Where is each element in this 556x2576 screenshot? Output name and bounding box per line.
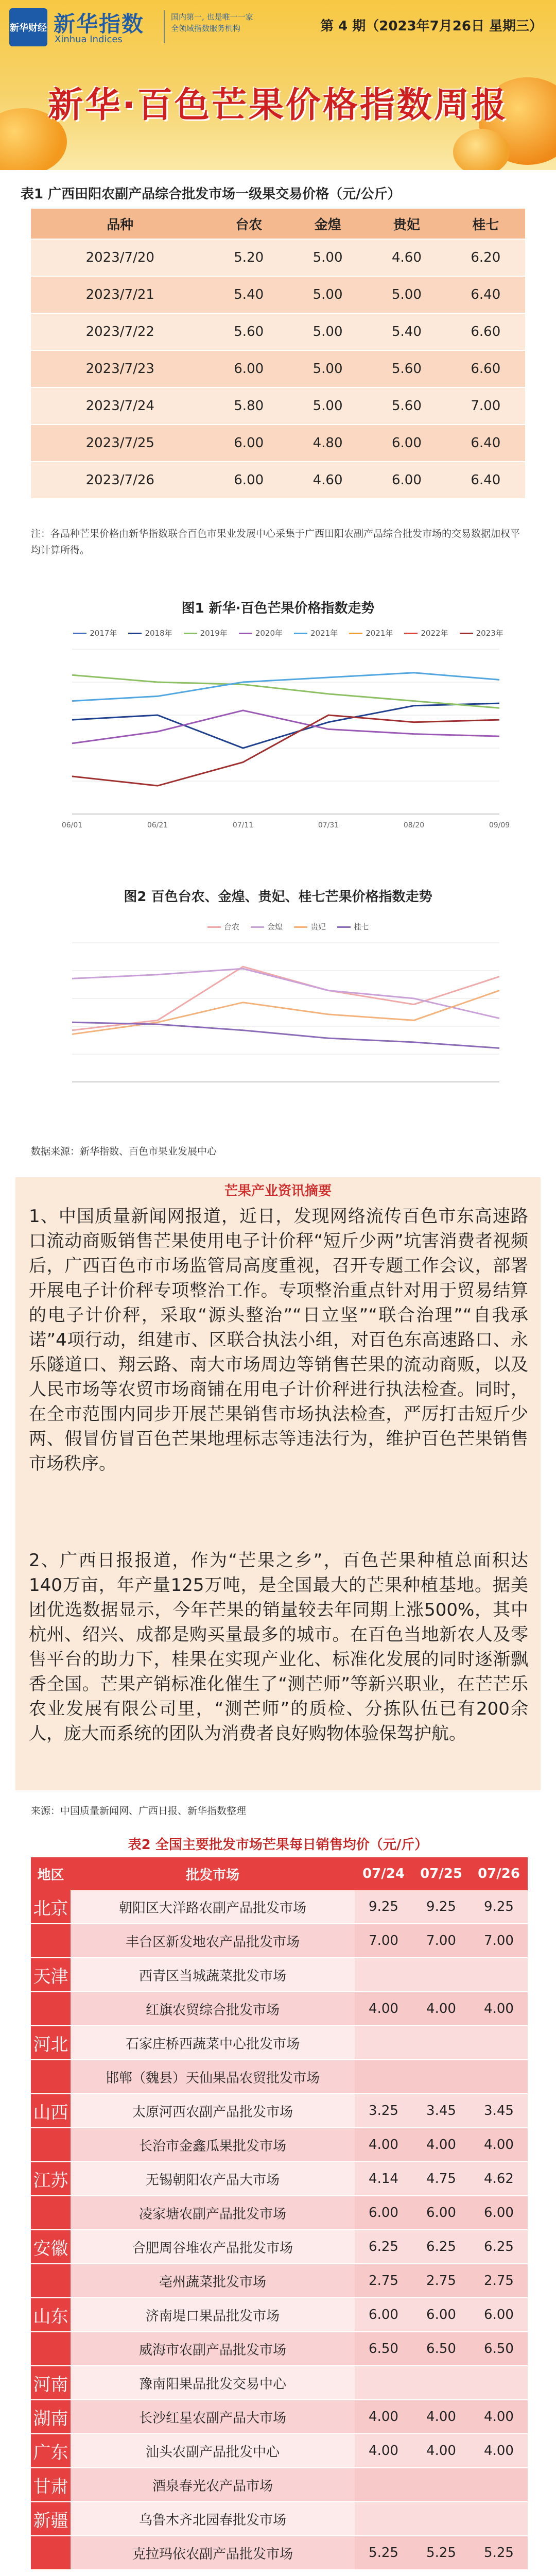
price-cell: 9.25 — [412, 1890, 470, 1924]
region-cell — [31, 2060, 71, 2094]
region-cell — [31, 1924, 71, 1958]
table-row — [31, 1992, 528, 2026]
legend-item — [337, 921, 369, 932]
price-cell — [470, 2026, 528, 2060]
legend-swatch — [251, 926, 264, 928]
legend-swatch — [73, 633, 86, 634]
region-cell — [31, 2536, 71, 2570]
column-header: 07/26 — [470, 1857, 528, 1890]
table-cell: 5.60 — [367, 387, 446, 425]
column-header: 贵妃 — [367, 209, 446, 239]
column-header: 07/25 — [412, 1857, 470, 1890]
legend-label: 2017年 — [90, 629, 117, 638]
column-header: 桂七 — [446, 209, 525, 239]
x-tick-label: 07/11 — [232, 821, 254, 829]
table-row — [31, 239, 525, 276]
table-row — [31, 2400, 528, 2434]
divider — [164, 10, 165, 43]
legend-swatch — [337, 926, 351, 928]
market-cell: 红旗农贸综合批发市场 — [71, 1992, 355, 2026]
price-cell: 4.00 — [355, 2128, 412, 2162]
brand-name-en: Xinhua Indices — [55, 34, 123, 45]
x-tick-label: 08/20 — [403, 821, 425, 829]
table-row — [31, 2264, 528, 2298]
region-cell: 湖南 — [31, 2400, 71, 2434]
column-header: 台农 — [210, 209, 288, 239]
price-cell — [355, 2468, 412, 2502]
table-row — [31, 2468, 528, 2502]
legend-label: 2021年 — [366, 629, 393, 638]
table-cell: 6.40 — [446, 425, 525, 462]
region-cell: 新疆 — [31, 2502, 71, 2536]
price-cell — [412, 2468, 470, 2502]
market-cell: 威海市农副产品批发市场 — [71, 2332, 355, 2366]
market-cell: 西青区当城蔬菜批发市场 — [71, 1958, 355, 1992]
chart1-legend — [57, 628, 520, 638]
price-cell: 4.00 — [412, 2400, 470, 2434]
legend-item — [207, 921, 239, 932]
column-header: 金煌 — [288, 209, 367, 239]
price-cell: 6.00 — [355, 2298, 412, 2332]
price-cell — [412, 2060, 470, 2094]
price-cell: 9.25 — [355, 1890, 412, 1924]
table-row — [31, 2536, 528, 2570]
price-cell: 6.00 — [355, 2196, 412, 2230]
price-cell: 6.00 — [470, 2298, 528, 2332]
price-cell: 4.00 — [470, 2434, 528, 2468]
region-cell: 山西 — [31, 2094, 71, 2128]
news-title: 芒果产业资讯摘要 — [224, 1183, 332, 1199]
price-cell: 2.75 — [355, 2264, 412, 2298]
table-row — [31, 1924, 528, 1958]
price-cell: 4.62 — [470, 2162, 528, 2196]
table-cell: 2023/7/22 — [31, 313, 210, 350]
series-line — [72, 673, 499, 701]
column-header: 品种 — [31, 209, 210, 239]
region-cell — [31, 1992, 71, 2026]
table-cell: 6.40 — [446, 462, 525, 499]
region-cell: 河北 — [31, 2026, 71, 2060]
legend-item — [294, 921, 326, 932]
table-cell: 5.00 — [288, 387, 367, 425]
legend-item — [460, 628, 503, 638]
legend-item — [184, 628, 228, 638]
price-cell: 4.00 — [470, 2400, 528, 2434]
price-cell: 6.50 — [412, 2332, 470, 2366]
table-cell: 4.80 — [288, 425, 367, 462]
price-cell: 3.45 — [412, 2094, 470, 2128]
price-cell — [470, 2060, 528, 2094]
market-cell: 朝阳区大洋路农副产品批发市场 — [71, 1890, 355, 1924]
chart1-title: 图1 新华·百色芒果价格指数走势 — [181, 601, 375, 616]
price-cell — [470, 2468, 528, 2502]
price-cell: 4.14 — [355, 2162, 412, 2196]
table-cell: 5.60 — [210, 313, 288, 350]
mango-illustration-right-small — [453, 129, 510, 170]
legend-label: 2023年 — [476, 629, 503, 638]
region-cell: 天津 — [31, 1958, 71, 1992]
report-title: 新华·百色芒果价格指数周报 — [48, 85, 508, 126]
table-row — [31, 425, 525, 462]
price-cell: 3.45 — [470, 2094, 528, 2128]
report-header — [0, 0, 556, 170]
market-cell: 长沙红星农副产品大市场 — [71, 2400, 355, 2434]
column-header: 地区 — [31, 1857, 71, 1890]
table-cell: 5.00 — [288, 276, 367, 313]
series-line — [72, 715, 499, 786]
table-row — [31, 276, 525, 313]
table-row — [31, 2094, 528, 2128]
chart2-title: 图2 百色台农、金煌、贵妃、桂七芒果价格指数走势 — [124, 889, 432, 905]
legend-swatch — [404, 633, 418, 634]
table-cell: 6.00 — [210, 462, 288, 499]
region-cell: 江苏 — [31, 2162, 71, 2196]
price-cell: 4.75 — [412, 2162, 470, 2196]
column-header: 07/24 — [355, 1857, 412, 1890]
table-row — [31, 2162, 528, 2196]
table-cell: 4.60 — [288, 462, 367, 499]
table-cell: 5.00 — [367, 276, 446, 313]
table-cell: 6.00 — [367, 425, 446, 462]
table-cell: 2023/7/24 — [31, 387, 210, 425]
table-cell: 2023/7/20 — [31, 239, 210, 276]
table-row — [31, 2060, 528, 2094]
table-cell: 5.20 — [210, 239, 288, 276]
price-cell: 3.25 — [355, 2094, 412, 2128]
table-header-row — [31, 1857, 528, 1890]
table-cell: 5.00 — [288, 350, 367, 387]
table-row — [31, 2502, 528, 2536]
region-cell: 河南 — [31, 2366, 71, 2400]
legend-swatch — [128, 633, 142, 634]
legend-swatch — [294, 926, 307, 928]
legend-label: 台农 — [223, 922, 239, 931]
legend-item — [73, 628, 117, 638]
price-cell — [355, 2502, 412, 2536]
table-cell: 2023/7/21 — [31, 276, 210, 313]
price-cell: 6.25 — [470, 2230, 528, 2264]
series-line — [72, 703, 499, 748]
market-cell: 亳州蔬菜批发市场 — [71, 2264, 355, 2298]
column-header: 批发市场 — [71, 1857, 355, 1890]
table-cell: 5.00 — [288, 239, 367, 276]
price-table — [31, 209, 525, 499]
logo-text: 新华财经 — [10, 23, 47, 33]
table-cell: 6.40 — [446, 276, 525, 313]
chart2-plot — [57, 938, 510, 1108]
news-source: 来源：中国质量新闻网、广西日报、新华指数整理 — [31, 1805, 247, 1817]
price-cell: 6.50 — [470, 2332, 528, 2366]
legend-item — [404, 628, 448, 638]
table-row — [31, 2230, 528, 2264]
price-cell: 4.00 — [412, 1992, 470, 2026]
price-cell — [355, 2026, 412, 2060]
legend-item — [251, 921, 283, 932]
news-paragraph-2: 2、广西日报报道，作为“芒果之乡”，百色芒果种植总面积达140万亩，年产量125万吨，是全国最大的芒果种植基地。据美团优选数据显示，今年芒果的销量较去年同期上涨500%，其中杭州、绍兴、成都是购买量最多的城市。在百色当地新农人及零售平台的助力下，桂果在实现产业化、标准化发展的同时逐渐飘香全国。芒果产销标准化催生了“测芒师”等新兴职业，在芒芒乐农业发展有限公司里，“测芒师”的质检、分拣队伍已有200余人，庞大而系统的团队为消费者良好购物体验保驾护航。 — [29, 1550, 528, 1744]
legend-label: 金煌 — [267, 922, 283, 931]
price-cell: 7.00 — [470, 1924, 528, 1958]
market-cell: 无锡朝阳农产品大市场 — [71, 2162, 355, 2196]
table-row — [31, 350, 525, 387]
slogan-line-1: 国内第一, 也是唯一一家 — [171, 12, 253, 22]
legend-item — [239, 628, 283, 638]
table-cell: 5.40 — [367, 313, 446, 350]
price-cell: 6.00 — [412, 2298, 470, 2332]
table-cell: 2023/7/25 — [31, 425, 210, 462]
table-row — [31, 2026, 528, 2060]
legend-label: 桂七 — [354, 922, 370, 931]
slogan — [171, 11, 284, 34]
market-cell: 豫南阳果品批发交易中心 — [71, 2366, 355, 2400]
news-summary-box — [15, 1177, 541, 1790]
market-cell: 克拉玛依农副产品批发市场 — [71, 2536, 355, 2570]
x-tick-label: 07/31 — [318, 821, 339, 829]
price-cell: 5.25 — [412, 2536, 470, 2570]
legend-label: 2022年 — [421, 629, 448, 638]
region-cell: 北京 — [31, 1890, 71, 1924]
x-tick-label: 06/21 — [147, 821, 168, 829]
price-cell: 2.75 — [412, 2264, 470, 2298]
table-cell: 5.80 — [210, 387, 288, 425]
region-cell: 山东 — [31, 2298, 71, 2332]
legend-swatch — [460, 633, 473, 634]
brand-name: 新华指数 — [54, 11, 145, 37]
table-row — [31, 2332, 528, 2366]
price-cell — [355, 2060, 412, 2094]
market-cell: 石家庄桥西蔬菜中心批发市场 — [71, 2026, 355, 2060]
price-cell: 4.00 — [470, 2128, 528, 2162]
x-tick-label: 06/01 — [61, 821, 83, 829]
price-cell — [355, 2366, 412, 2400]
legend-label: 2021年 — [310, 629, 338, 638]
price-cell: 2.75 — [470, 2264, 528, 2298]
price-cell — [412, 2026, 470, 2060]
table-cell: 6.00 — [210, 350, 288, 387]
price-cell: 4.00 — [470, 1992, 528, 2026]
market-cell: 济南堤口果品批发市场 — [71, 2298, 355, 2332]
table2-title: 表2 全国主要批发市场芒果每日销售均价（元/斤） — [128, 1837, 428, 1853]
region-cell: 甘肃 — [31, 2468, 71, 2502]
legend-label: 2019年 — [200, 629, 228, 638]
table-row — [31, 2128, 528, 2162]
price-cell — [470, 2502, 528, 2536]
legend-swatch — [294, 633, 307, 634]
table-row — [31, 1958, 528, 1992]
legend-swatch — [239, 633, 252, 634]
price-cell — [412, 1958, 470, 1992]
price-cell: 4.00 — [355, 2400, 412, 2434]
price-cell: 6.25 — [355, 2230, 412, 2264]
price-cell: 5.25 — [355, 2536, 412, 2570]
legend-item — [128, 628, 172, 638]
region-cell — [31, 2128, 71, 2162]
region-cell — [31, 2264, 71, 2298]
table1-note: 注：各品种芒果价格由新华指数联合百色市果业发展中心采集于广西田阳农副产品综合批发市场的交易数据加权平均计算所得。 — [31, 528, 520, 556]
table-cell: 6.00 — [210, 425, 288, 462]
issue-info: 第 4 期（2023年7月26日 星期三） — [320, 19, 543, 34]
legend-label: 2020年 — [255, 629, 283, 638]
price-cell — [412, 2502, 470, 2536]
table-row — [31, 2298, 528, 2332]
table-row — [31, 462, 525, 499]
price-cell: 4.00 — [412, 2128, 470, 2162]
market-cell: 合肥周谷堆农产品批发市场 — [71, 2230, 355, 2264]
table-row — [31, 2434, 528, 2468]
legend-swatch — [349, 633, 362, 634]
legend-item — [294, 628, 338, 638]
market-cell: 太原河西农副产品批发市场 — [71, 2094, 355, 2128]
price-cell: 7.00 — [412, 1924, 470, 1958]
wholesale-price-table — [31, 1857, 528, 2570]
price-cell: 7.00 — [355, 1924, 412, 1958]
table-cell: 7.00 — [446, 387, 525, 425]
market-cell: 丰台区新发地农产品批发市场 — [71, 1924, 355, 1958]
price-cell: 6.50 — [355, 2332, 412, 2366]
market-cell: 乌鲁木齐北园春批发市场 — [71, 2502, 355, 2536]
table-cell: 4.60 — [367, 239, 446, 276]
region-cell — [31, 2196, 71, 2230]
market-cell: 邯郸（魏县）天仙果品农贸批发市场 — [71, 2060, 355, 2094]
legend-item — [349, 628, 393, 638]
table-row — [31, 2196, 528, 2230]
table-cell: 5.40 — [210, 276, 288, 313]
price-cell — [412, 2366, 470, 2400]
table1-title: 表1 广西田阳农副产品综合批发市场一级果交易价格（元/公斤） — [21, 187, 401, 202]
region-cell: 广东 — [31, 2434, 71, 2468]
price-cell: 4.00 — [355, 1992, 412, 2026]
xinhua-logo — [9, 8, 47, 46]
chart2-legend — [57, 921, 520, 932]
table-header-row — [31, 209, 525, 239]
legend-swatch — [207, 926, 221, 928]
region-cell: 安徽 — [31, 2230, 71, 2264]
price-cell: 9.25 — [470, 1890, 528, 1924]
table-row — [31, 2366, 528, 2400]
table-row — [31, 1890, 528, 1924]
table-cell: 6.60 — [446, 313, 525, 350]
price-cell: 4.00 — [355, 2434, 412, 2468]
news-paragraph-1: 1、中国质量新闻网报道，近日，发现网络流传百色市东高速路口流动商贩销售芒果使用电子计价秤“短斤少两”坑害消费者视频后，广西百色市市场监管局高度重视，召开专题工作会议，部署开展电子计价秤专项整治工作。专项整治重点针对用于贸易结算的电子计价秤，采取“源头整治”“日立坚”“联合治理”“自我承诺”4项行动，组建市、区联合执法小组，对百色东高速路口、永乐隧道口、翔云路、南大市场周边等销售芒果的流动商贩，以及人民市场等农贸市场商铺在用电子计价秤进行执法检查。同时，在全市范围内同步开展芒果销售市场执法检查，严厉打击短斤少两、假冒仿冒百色芒果地理标志等违法行为，维护百色芒果销售市场秩序。 — [29, 1206, 528, 1474]
table-cell: 6.20 — [446, 239, 525, 276]
price-cell: 5.25 — [470, 2536, 528, 2570]
price-cell — [470, 1958, 528, 1992]
slogan-line-2: 全领域指数服务机构 — [171, 24, 241, 33]
table-cell: 5.00 — [288, 313, 367, 350]
table-cell: 6.00 — [367, 462, 446, 499]
price-cell — [470, 2366, 528, 2400]
price-cell: 6.25 — [412, 2230, 470, 2264]
legend-swatch — [184, 633, 197, 634]
legend-label: 2018年 — [145, 629, 172, 638]
price-cell: 4.00 — [412, 2434, 470, 2468]
market-cell: 汕头农副产品批发中心 — [71, 2434, 355, 2468]
table-cell: 5.60 — [367, 350, 446, 387]
market-cell: 凌家塘农副产品批发市场 — [71, 2196, 355, 2230]
price-cell — [355, 1958, 412, 1992]
table-row — [31, 313, 525, 350]
price-cell: 6.00 — [470, 2196, 528, 2230]
chart-source: 数据来源：新华指数、百色市果业发展中心 — [31, 1146, 217, 1157]
chart1-plot — [57, 644, 510, 840]
market-cell: 长治市金鑫瓜果批发市场 — [71, 2128, 355, 2162]
table-cell: 2023/7/26 — [31, 462, 210, 499]
series-line — [72, 969, 499, 1018]
table-row — [31, 387, 525, 425]
market-cell: 酒泉春光农产品市场 — [71, 2468, 355, 2502]
x-tick-label: 09/09 — [489, 821, 510, 829]
legend-label: 贵妃 — [310, 922, 326, 931]
table-cell: 6.60 — [446, 350, 525, 387]
table-cell: 2023/7/23 — [31, 350, 210, 387]
price-cell: 6.00 — [412, 2196, 470, 2230]
region-cell — [31, 2332, 71, 2366]
